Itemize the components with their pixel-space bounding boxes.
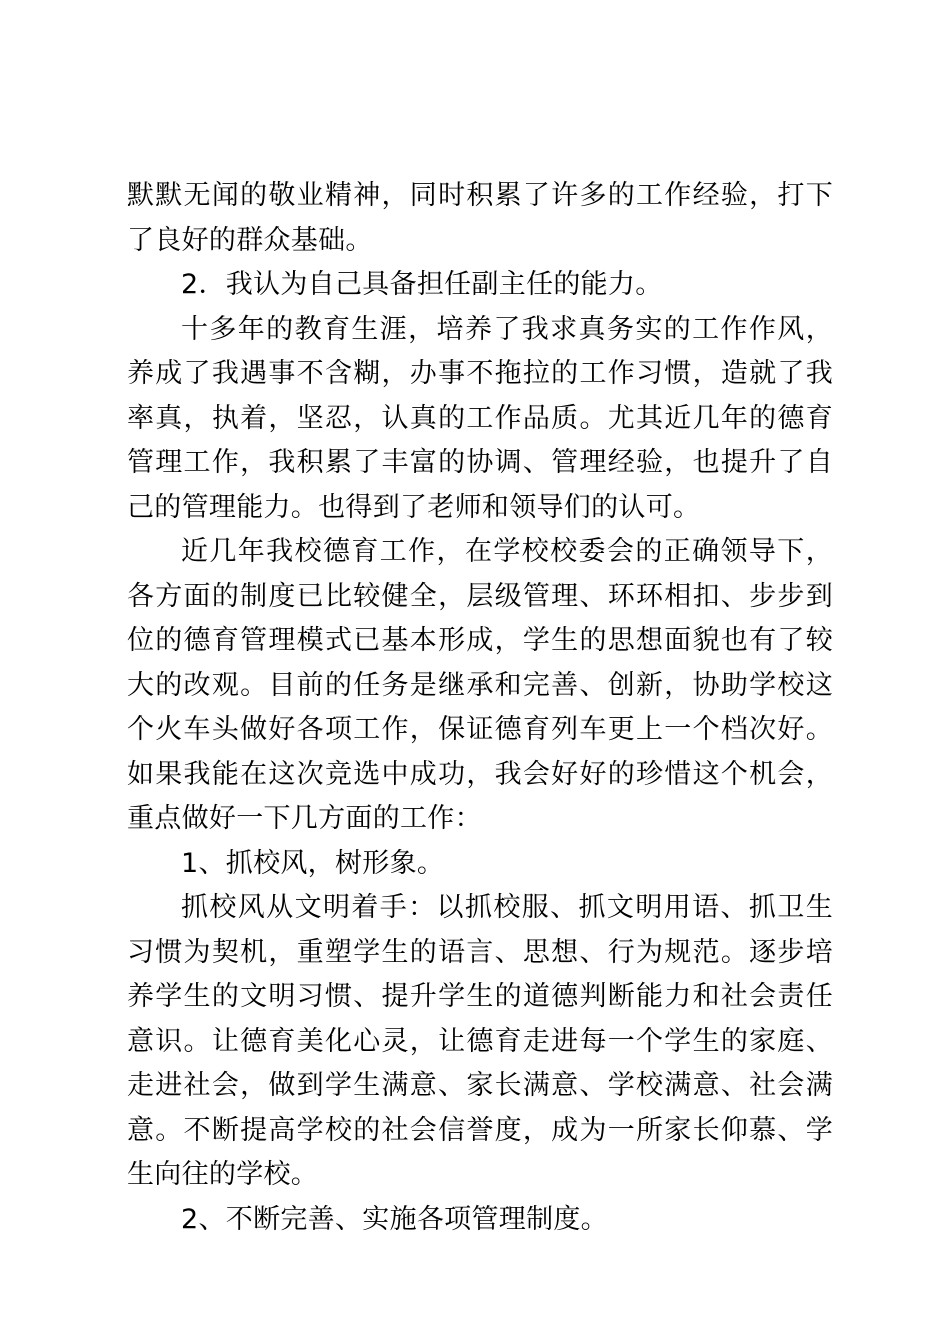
paragraph-continuation: 默默无闻的敬业精神，同时积累了许多的工作经验，打下了良好的群众基础。: [127, 180, 833, 256]
document-body: [127, 174, 833, 1242]
paragraph-experience: 十多年的教育生涯，培养了我求真务实的工作作风，养成了我遇事不含糊，办事不拖拉的工作习惯，造就了我率真，执着，坚忍，认真的工作品质。尤其近几年的德育管理工作，我积累了丰富的协调、管理经验，也提升了自己的管理能力。也得到了老师和领导们的认可。: [127, 313, 833, 523]
paragraph-item-2-heading: 2、不断完善、实施各项管理制度。: [181, 1203, 608, 1235]
paragraph-moral-education: 近几年我校德育工作，在学校校委会的正确领导下，各方面的制度已比较健全，层级管理、环环相扣、步步到位的德育管理模式已基本形成，学生的思想面貌也有了较大的改观。目前的任务是继承和完善、创新，协助学校这个火车头做好各项工作，保证德育列车更上一个档次好。如果我能在这次竞选中成功，我会好好的珍惜这个机会，重点做好一下几方面的工作：: [127, 536, 833, 834]
paragraph-school-spirit: 抓校风从文明着手：以抓校服、抓文明用语、抓卫生习惯为契机，重塑学生的语言、思想、行为规范。逐步培养学生的文明习惯、提升学生的道德判断能力和社会责任意识。让德育美化心灵，让德育走进每一个学生的家庭、走进社会，做到学生满意、家长满意、学校满意、社会满意。不断提高学校的社会信誉度，成为一所家长仰慕、学生向往的学校。: [127, 892, 833, 1190]
paragraph-point-2-heading: 2．我认为自己具备担任副主任的能力。: [181, 269, 663, 300]
paragraph-item-1-heading: 1、抓校风，树形象。: [181, 847, 445, 879]
